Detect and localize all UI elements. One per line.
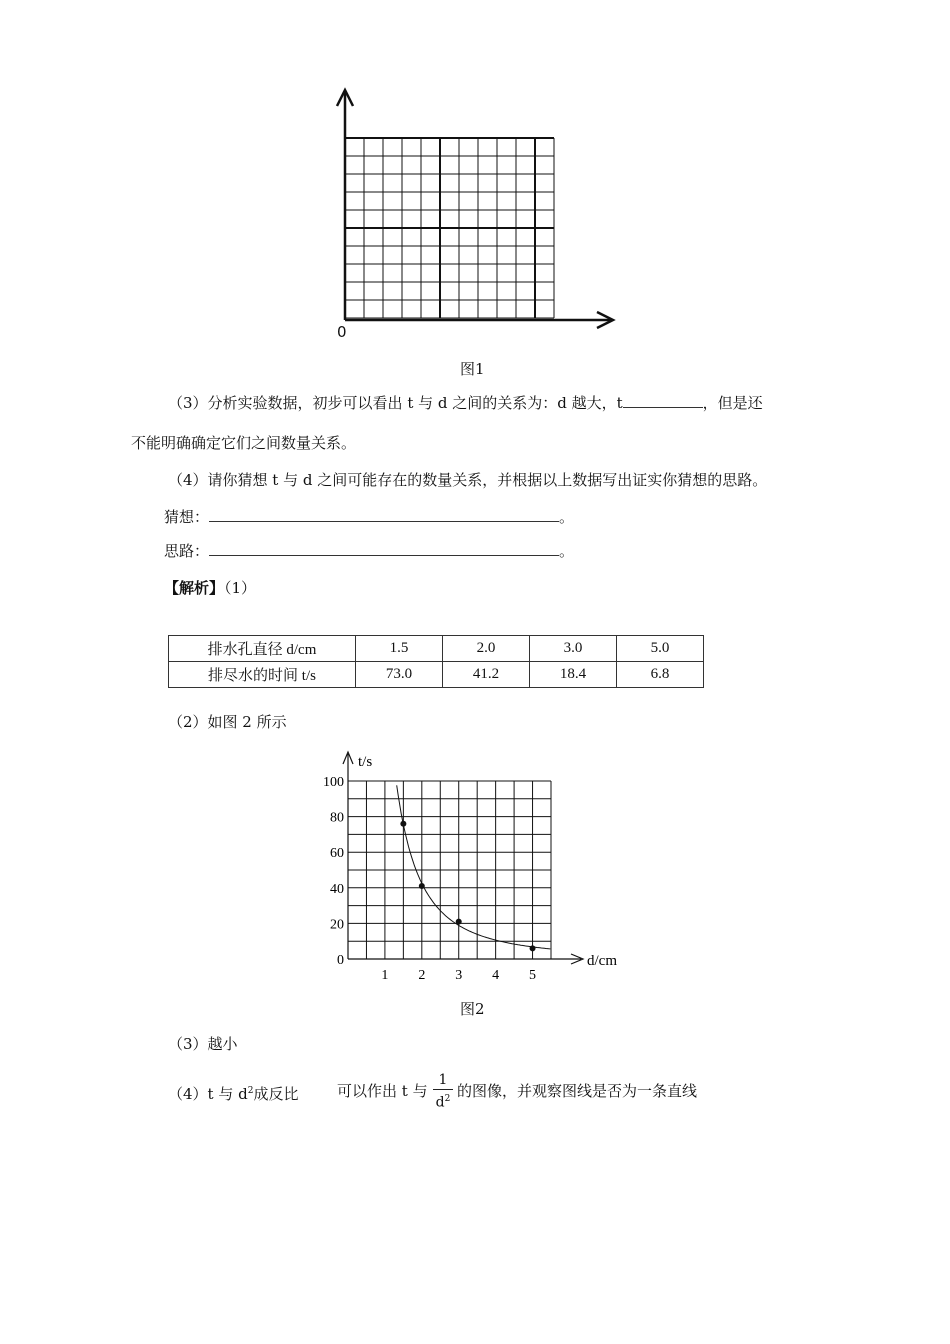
- x-tick-label: 1: [381, 968, 389, 983]
- chart-curve: [397, 785, 551, 949]
- answer4-part1: [168, 1081, 298, 1104]
- q4-guess-end: 。: [559, 508, 575, 526]
- answer4-part1-end: 成反比: [253, 1085, 299, 1103]
- q3-answer-blank[interactable]: [623, 393, 703, 408]
- table-cell: 2.0: [443, 636, 530, 662]
- y-tick-label: 80: [330, 810, 344, 826]
- q3-text-after: ，但是还: [702, 394, 763, 412]
- table-cell: 1.5: [356, 636, 443, 662]
- fraction-den-base: d: [435, 1094, 445, 1111]
- answer4-fraction: [433, 1072, 453, 1111]
- q4-guess-line: [164, 507, 574, 527]
- table-cell: 73.0: [356, 662, 443, 688]
- figure1-caption: 图1: [460, 360, 485, 378]
- answer4-part1-text: （4）t 与 d: [168, 1085, 248, 1103]
- table-row: [169, 636, 704, 662]
- q4-guess-label: 猜想：: [164, 508, 210, 526]
- figure1-grid: [325, 80, 625, 345]
- y-tick-label: 100: [323, 775, 344, 790]
- y-axis-label: t/s: [358, 754, 373, 770]
- q4-idea-label: 思路：: [164, 542, 210, 560]
- data-table: [168, 635, 704, 688]
- table-row-header: 排水孔直径 d/cm: [169, 636, 356, 662]
- data-point: [400, 821, 406, 827]
- answer2: （2）如图 2 所示: [168, 713, 287, 731]
- q4-idea-blank[interactable]: [209, 541, 559, 556]
- analysis-heading: 【解析】: [164, 579, 225, 597]
- y-tick-label: 0: [337, 953, 344, 968]
- x-tick-label: 3: [455, 968, 463, 983]
- y-tick-label: 60: [330, 846, 344, 862]
- answer3: （3）越小: [168, 1035, 238, 1053]
- q4-guess-blank[interactable]: [209, 507, 559, 522]
- data-point: [530, 945, 536, 951]
- table-cell: 41.2: [443, 662, 530, 688]
- fraction-numerator: 1: [438, 1072, 448, 1088]
- y-tick-label: 20: [330, 917, 344, 933]
- answer4-part1-sup: 2: [247, 1086, 254, 1096]
- table-cell: 3.0: [530, 636, 617, 662]
- analysis-item1: （1）: [224, 579, 257, 597]
- answer4-part3: 的图像，并观察图线是否为一条直线: [457, 1082, 698, 1100]
- y-tick-label: 40: [330, 881, 344, 897]
- q3-line1: [168, 393, 763, 413]
- q4-prompt: （4）请你猜想 t 与 d 之间可能存在的数量关系，并根据以上数据写出证实你猜想的思路。: [168, 471, 768, 489]
- x-tick-label: 2: [418, 968, 426, 983]
- q3-line2: 不能明确确定它们之间数量关系。: [131, 434, 357, 452]
- table-cell: 6.8: [617, 662, 704, 688]
- fraction-bar: [433, 1089, 453, 1090]
- data-point: [419, 883, 425, 889]
- answer4-part2: 可以作出 t 与: [337, 1082, 428, 1100]
- analysis-line: [164, 578, 256, 598]
- fraction-denominator: [433, 1091, 453, 1111]
- figure2-caption: 图2: [460, 1000, 485, 1018]
- table-cell: 18.4: [530, 662, 617, 688]
- table-row: [169, 662, 704, 688]
- figure2-chart: [310, 748, 640, 988]
- table-row-header: 排尽水的时间 t/s: [169, 662, 356, 688]
- x-tick-label: 5: [529, 968, 537, 983]
- x-tick-label: 4: [492, 968, 500, 983]
- fraction-den-sup: 2: [444, 1094, 451, 1104]
- q4-idea-line: [164, 541, 574, 561]
- data-point: [456, 919, 462, 925]
- q3-text-before: （3）分析实验数据，初步可以看出 t 与 d 之间的关系为：d 越大，t: [168, 394, 623, 412]
- table-cell: 5.0: [617, 636, 704, 662]
- q4-idea-end: 。: [559, 542, 575, 560]
- figure1-origin-label: 0: [337, 323, 347, 341]
- x-axis-label: d/cm: [587, 953, 617, 969]
